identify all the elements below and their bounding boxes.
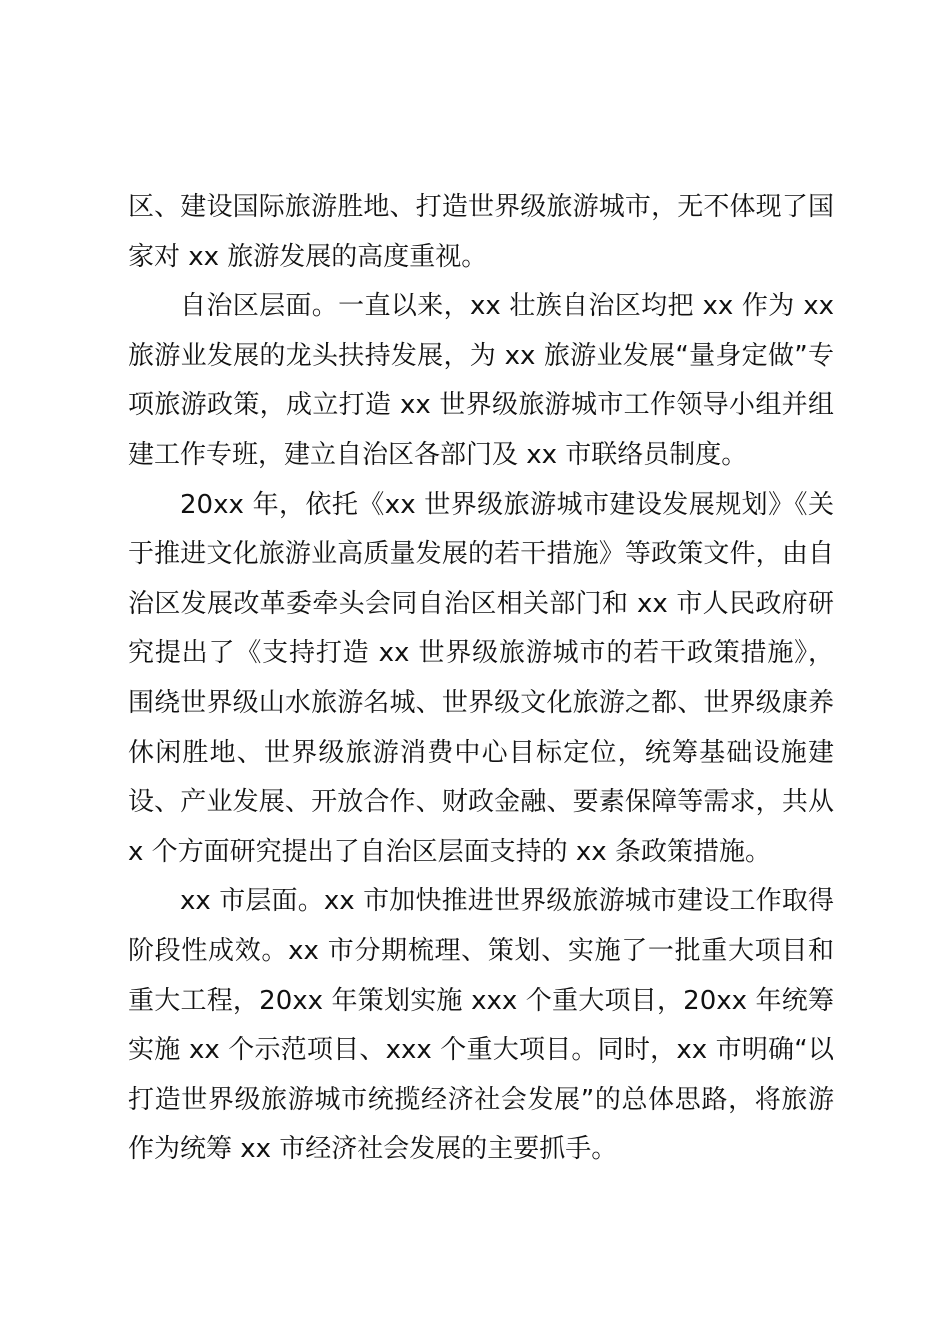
paragraph-4: xx 市层面。xx 市加快推进世界级旅游城市建设工作取得阶段性成效。xx 市分期梳理、策划、实施了一批重大项目和重大工程，20xx 年策划实施 xxx 个重大项目，20xx 年统筹实施 xx 个示范项目、xxx 个重大项目。同时，xx 市明确“以打造世界级旅游城市统揽经济社会发展”的总体思路，将旅游作为统筹 xx 市经济社会发展的主要抓手。 (128, 886, 834, 1165)
document-body (128, 183, 834, 1175)
paragraph-1: 区、建设国际旅游胜地、打造世界级旅游城市，无不体现了国家对 xx 旅游发展的高度重视。 (128, 192, 834, 272)
paragraph-2: 自治区层面。一直以来，xx 壮族自治区均把 xx 作为 xx 旅游业发展的龙头扶持发展，为 xx 旅游业发展“量身定做”专项旅游政策，成立打造 xx 世界级旅游城市工作领导小组并组建工作专班，建立自治区各部门及 xx 市联络员制度。 (128, 291, 834, 470)
paragraph-3: 20xx 年，依托《xx 世界级旅游城市建设发展规划》《关于推进文化旅游业高质量发展的若干措施》等政策文件，由自治区发展改革委牵头会同自治区相关部门和 xx 市人民政府研究提出了《支持打造 xx 世界级旅游城市的若干政策措施》，围绕世界级山水旅游名城、世界级文化旅游之都、世界级康养休闲胜地、世界级旅游消费中心目标定位，统筹基础设施建设、产业发展、开放合作、财政金融、要素保障等需求，共从 x 个方面研究提出了自治区层面支持的 xx 条政策措施。 (128, 489, 834, 867)
